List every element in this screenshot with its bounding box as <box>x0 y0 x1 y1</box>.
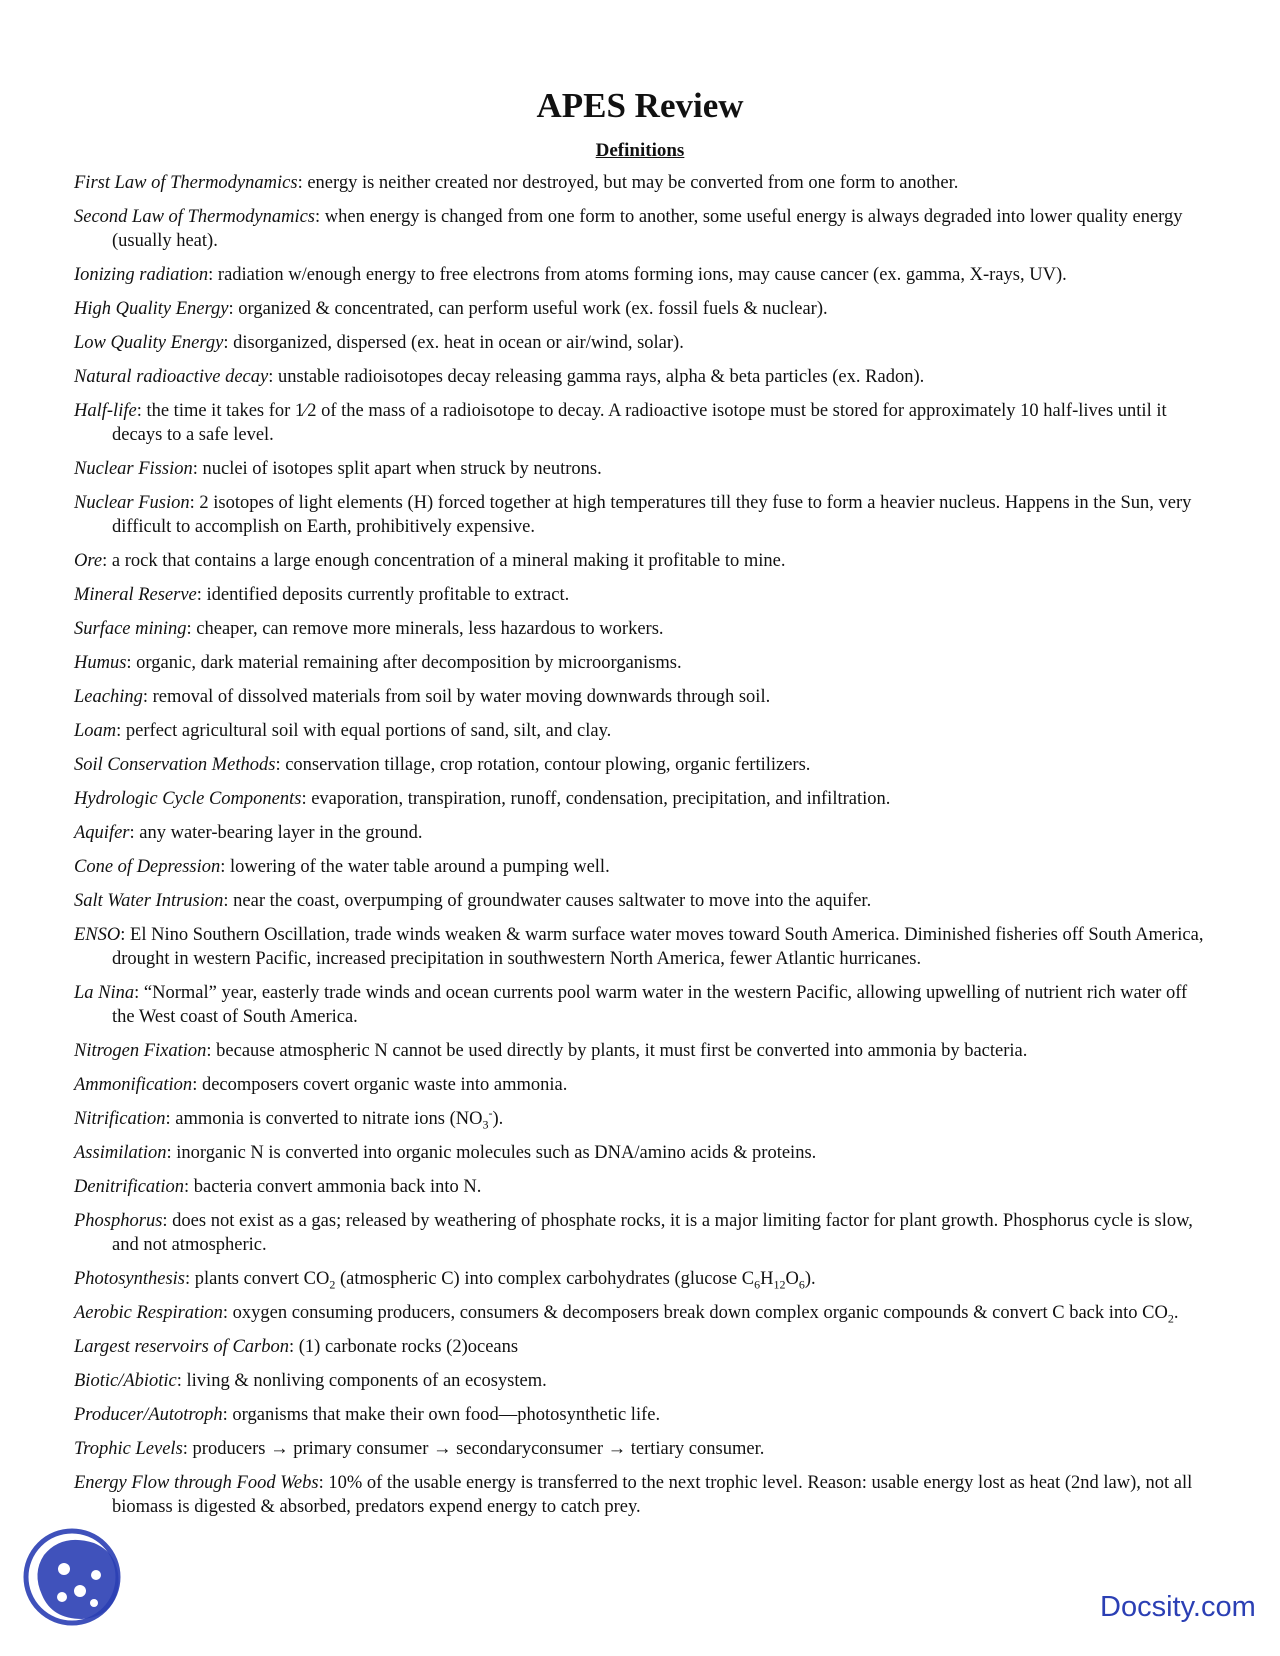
definition-term: High Quality Energy <box>74 299 229 319</box>
definition-text: : producers → primary consumer → secondaryconsumer → tertiary consumer. <box>182 1439 765 1459</box>
subscript: 6 <box>754 1277 761 1292</box>
subscript: 3 <box>482 1117 489 1132</box>
definition-text: : oxygen consuming producers, consumers & decomposers break down complex organic compounds & convert C back into CO <box>222 1303 1168 1323</box>
definition-text: : “Normal” year, easterly trade winds and ocean currents pool warm water in the western Pacific, allowing upwelling of nutrient rich water off the West coast of South America. <box>112 983 1188 1027</box>
definition-text: ). <box>804 1269 816 1289</box>
definition-term: Salt Water Intrusion <box>74 891 224 911</box>
definition-item <box>74 331 1212 355</box>
definition-term: First Law of Thermodynamics <box>74 173 298 193</box>
definition-item <box>74 1039 1212 1063</box>
docsity-watermark[interactable]: Docsity.com <box>1100 1591 1256 1623</box>
definition-item <box>74 753 1212 777</box>
definition-item <box>74 1267 1212 1291</box>
definition-text: : (1) carbonate rocks (2)oceans <box>289 1337 519 1357</box>
definition-text: : does not exist as a gas; released by weathering of phosphate rocks, it is a major limiting factor for plant growth. Phosphorus cycle is slow, and not atmospheric. <box>112 1211 1193 1255</box>
definition-item <box>74 821 1212 845</box>
definition-term: Mineral Reserve <box>74 585 197 605</box>
definition-item <box>74 1335 1212 1359</box>
definition-term: Second Law of Thermodynamics <box>74 207 315 227</box>
definition-text: : decomposers covert organic waste into ammonia. <box>192 1075 568 1095</box>
definition-item <box>74 583 1212 607</box>
subscript: 6 <box>798 1277 805 1292</box>
definition-item <box>74 1369 1212 1393</box>
definition-item <box>74 205 1212 253</box>
definition-term: Hydrologic Cycle Components <box>74 789 302 809</box>
definition-text: ). <box>492 1109 504 1129</box>
definition-text: : bacteria convert ammonia back into N. <box>183 1177 482 1197</box>
definition-term: Biotic/Abiotic <box>74 1371 177 1391</box>
definition-item <box>74 1141 1212 1165</box>
definition-term: ENSO <box>74 925 121 945</box>
definition-item <box>74 171 1212 195</box>
definition-item <box>74 719 1212 743</box>
definition-term: Largest reservoirs of Carbon <box>74 1337 289 1357</box>
definition-text: (atmospheric C) into complex carbohydrates (glucose C <box>335 1269 755 1289</box>
definition-item <box>74 889 1212 913</box>
definition-item <box>74 787 1212 811</box>
definition-item <box>74 297 1212 321</box>
definition-item <box>74 617 1212 641</box>
definition-text: : energy is neither created nor destroyed, but may be converted from one form to another. <box>297 173 959 193</box>
definition-item <box>74 981 1212 1029</box>
definition-term: Humus <box>74 653 127 673</box>
definition-term: Assimilation <box>74 1143 167 1163</box>
definition-item <box>74 923 1212 971</box>
definition-text: : because atmospheric N cannot be used directly by plants, it must first be converted into ammonia by bacteria. <box>206 1041 1028 1061</box>
definition-term: Surface mining <box>74 619 187 639</box>
definition-text: : organic, dark material remaining after decomposition by microorganisms. <box>126 653 682 673</box>
definition-text: : conservation tillage, crop rotation, contour plowing, organic fertilizers. <box>275 755 811 775</box>
definition-text: : radiation w/enough energy to free electrons from atoms forming ions, may cause cancer (ex. gamma, X-rays, UV). <box>208 265 1067 285</box>
definition-text: : El Nino Southern Oscillation, trade winds weaken & warm surface water moves toward South America. Diminished fisheries off South America, drought in western Pacific, increased precipitation in southwestern North America, fewer Atlantic hurricanes. <box>112 925 1204 969</box>
definition-text: : ammonia is converted to nitrate ions (NO <box>165 1109 483 1129</box>
definition-term: Low Quality Energy <box>74 333 224 353</box>
definition-term: Phosphorus <box>74 1211 163 1231</box>
definition-term: Leaching <box>74 687 143 707</box>
section-heading: Definitions <box>595 140 685 161</box>
definition-text: : cheaper, can remove more minerals, less hazardous to workers. <box>186 619 664 639</box>
definition-item <box>74 1107 1212 1131</box>
definition-term: Trophic Levels <box>74 1439 183 1459</box>
definition-item <box>74 457 1212 481</box>
definition-text: : near the coast, overpumping of groundwater causes saltwater to move into the aquifer. <box>223 891 872 911</box>
definition-text: : plants convert CO <box>185 1269 330 1289</box>
definition-term: Nuclear Fusion <box>74 493 190 513</box>
definition-term: La Nina <box>74 983 135 1003</box>
definition-text: : when energy is changed from one form to another, some useful energy is always degraded into lower quality energy (usually heat). <box>112 207 1183 251</box>
definition-text: : inorganic N is converted into organic molecules such as DNA/amino acids & proteins. <box>166 1143 817 1163</box>
definition-item <box>74 1437 1212 1461</box>
definition-item <box>74 365 1212 389</box>
definition-text: : any water-bearing layer in the ground. <box>129 823 423 843</box>
definition-term: Aerobic Respiration <box>74 1303 223 1323</box>
definition-text: O <box>785 1269 799 1289</box>
definition-term: Loam <box>74 721 117 741</box>
definition-text: : 2 isotopes of light elements (H) forced together at high temperatures till they fuse to form a heavier nucleus. Happens in the Sun, very difficult to accomplish on Earth, prohibitively expensive. <box>112 493 1192 537</box>
definition-item <box>74 1073 1212 1097</box>
definition-text: : removal of dissolved materials from soil by water moving downwards through soil. <box>142 687 771 707</box>
definition-term: Natural radioactive decay <box>74 367 269 387</box>
definition-term: Aquifer <box>74 823 130 843</box>
definition-term: Cone of Depression <box>74 857 221 877</box>
definition-term: Denitrification <box>74 1177 184 1197</box>
definition-item <box>74 263 1212 287</box>
definition-text: : living & nonliving components of an ecosystem. <box>176 1371 547 1391</box>
definition-text: : nuclei of isotopes split apart when struck by neutrons. <box>192 459 602 479</box>
definition-item <box>74 491 1212 539</box>
definition-term: Ore <box>74 551 103 571</box>
definition-text: : perfect agricultural soil with equal portions of sand, silt, and clay. <box>116 721 612 741</box>
definition-item <box>74 1403 1212 1427</box>
definition-term: Producer/Autotroph <box>74 1405 223 1425</box>
definitions-list <box>74 171 1212 1529</box>
superscript: - <box>488 1105 493 1120</box>
definition-item <box>74 1301 1212 1325</box>
subscript: 12 <box>773 1277 786 1292</box>
document-title: APES Review <box>536 86 744 125</box>
definition-item <box>74 685 1212 709</box>
definition-text: H <box>760 1269 774 1289</box>
definition-term: Half-life <box>74 401 137 421</box>
definition-item <box>74 651 1212 675</box>
definition-text: . <box>1173 1303 1179 1323</box>
definition-item <box>74 1175 1212 1199</box>
definition-term: Nuclear Fission <box>74 459 193 479</box>
definition-text: : lowering of the water table around a pumping well. <box>220 857 610 877</box>
definition-term: Photosynthesis <box>74 1269 185 1289</box>
definition-item <box>74 1471 1212 1519</box>
definition-term: Nitrogen Fixation <box>74 1041 207 1061</box>
definition-text: : organisms that make their own food—photosynthetic life. <box>222 1405 661 1425</box>
definition-term: Energy Flow through Food Webs <box>74 1473 319 1493</box>
definition-text: : 10% of the usable energy is transferred to the next trophic level. Reason: usable energy lost as heat (2nd law), not all biomass is digested & absorbed, predators expend energy to catch prey. <box>112 1473 1193 1517</box>
definition-term: Nitrification <box>74 1109 166 1129</box>
definition-text: : identified deposits currently profitable to extract. <box>196 585 570 605</box>
definition-term: Ionizing radiation <box>74 265 209 285</box>
definition-item <box>74 855 1212 879</box>
definition-item <box>74 399 1212 447</box>
definition-text: : disorganized, dispersed (ex. heat in ocean or air/wind, solar). <box>223 333 684 353</box>
definition-text: : unstable radioisotopes decay releasing gamma rays, alpha & beta particles (ex. Radon). <box>268 367 925 387</box>
subscript: 2 <box>1167 1311 1174 1326</box>
definition-item <box>74 1209 1212 1257</box>
definition-text: : the time it takes for 1⁄2 of the mass of a radioisotope to decay. A radioactive isotope must be stored for approximately 10 half-lives until it decays to a safe level. <box>112 401 1167 445</box>
definition-term: Ammonification <box>74 1075 193 1095</box>
definition-term: Soil Conservation Methods <box>74 755 276 775</box>
definition-text: : a rock that contains a large enough concentration of a mineral making it profitable to mine. <box>102 551 786 571</box>
docsity-logo-icon <box>22 1515 134 1633</box>
definition-item <box>74 549 1212 573</box>
definition-text: : evaporation, transpiration, runoff, condensation, precipitation, and infiltration. <box>301 789 891 809</box>
subscript: 2 <box>329 1277 336 1292</box>
definition-text: : organized & concentrated, can perform useful work (ex. fossil fuels & nuclear). <box>228 299 828 319</box>
